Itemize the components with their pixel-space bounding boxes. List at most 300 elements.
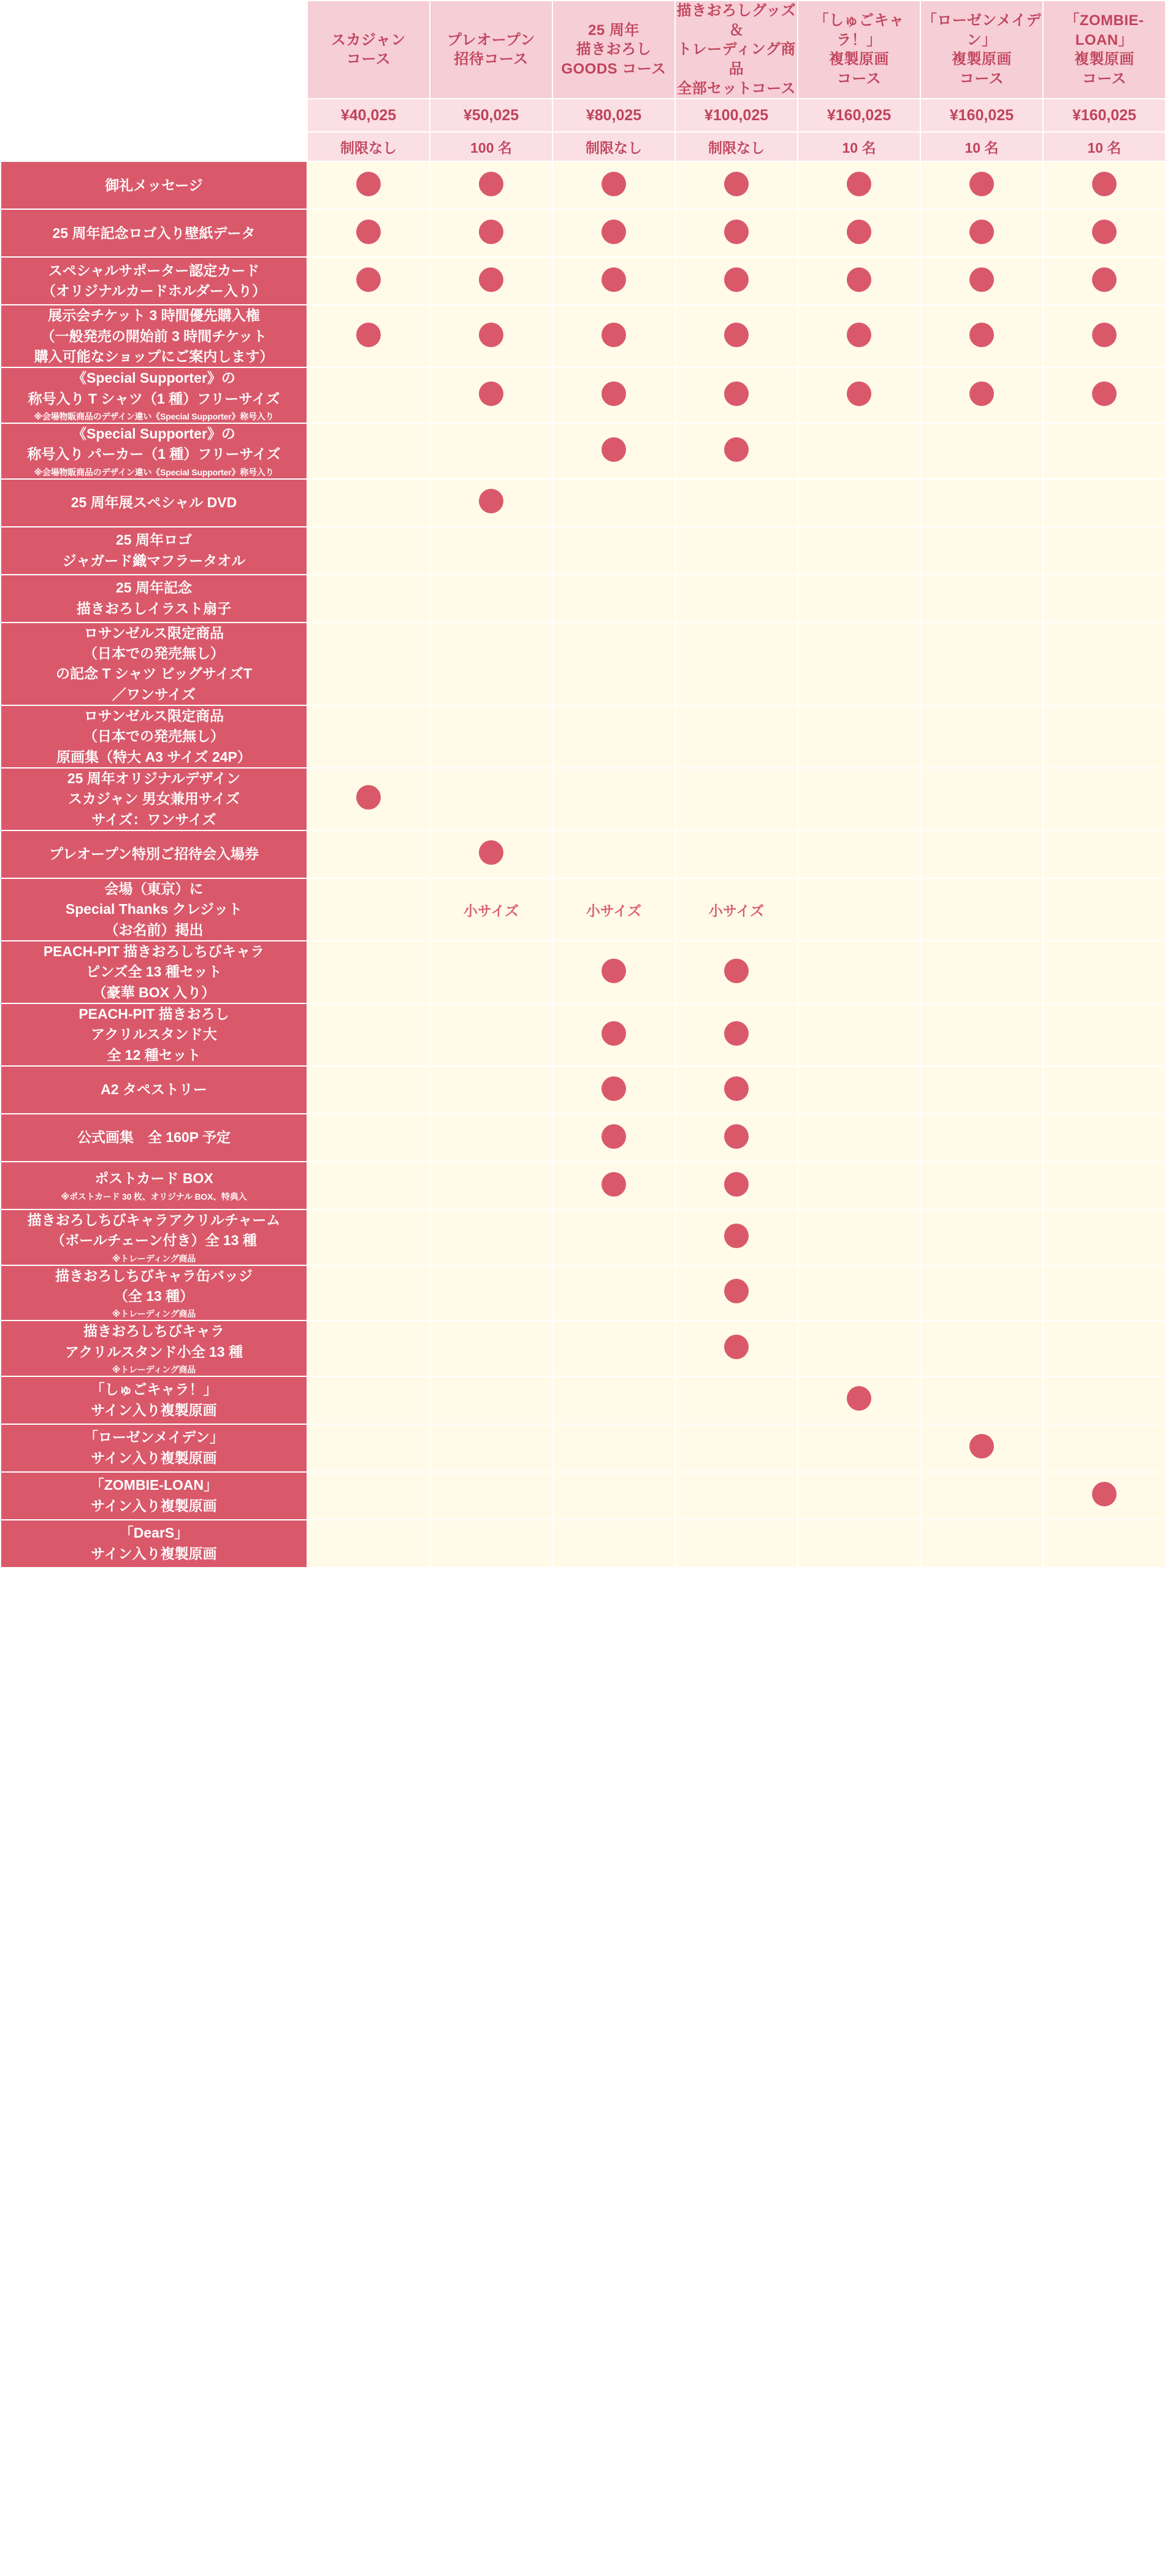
empty-cell	[430, 1003, 552, 1066]
empty-cell	[430, 623, 552, 705]
circle-icon	[1092, 172, 1117, 196]
empty-cell	[307, 479, 430, 527]
reward-label-note: ※トレーディング商品	[112, 1253, 196, 1263]
reward-label-text: PEACH-PIT 描きおろしちびキャラ ピンズ全 13 種セット （豪華 BOX 入り）	[43, 943, 265, 1000]
circle-icon	[479, 489, 503, 513]
empty-cell	[552, 1520, 675, 1568]
included-cell	[675, 209, 798, 257]
included-cell	[675, 257, 798, 305]
plan-price-row	[1, 99, 1165, 132]
empty-cell	[307, 423, 430, 479]
circle-icon	[1092, 323, 1117, 347]
empty-cell	[675, 1376, 798, 1424]
empty-cell	[1043, 1114, 1165, 1162]
included-cell	[307, 768, 430, 830]
included-cell	[430, 830, 552, 878]
plan-header-price: ¥160,025	[798, 99, 920, 132]
empty-cell	[307, 575, 430, 623]
empty-cell	[675, 527, 798, 575]
circle-icon	[602, 959, 626, 983]
empty-cell	[798, 479, 920, 527]
circle-icon	[969, 381, 994, 406]
included-cell	[552, 1114, 675, 1162]
reward-label	[1, 705, 307, 768]
reward-label	[1, 1321, 307, 1376]
empty-cell	[920, 1114, 1043, 1162]
included-cell	[675, 161, 798, 209]
circle-icon	[479, 323, 503, 347]
empty-cell	[307, 1162, 430, 1209]
empty-cell	[798, 623, 920, 705]
included-cell	[552, 367, 675, 423]
plan-header-limit: 制限なし	[675, 132, 798, 161]
empty-cell	[920, 1520, 1043, 1568]
circle-icon	[724, 323, 749, 347]
empty-cell	[1043, 941, 1165, 1003]
value-cell	[675, 878, 798, 941]
circle-icon	[479, 172, 503, 196]
reward-label-text: ポストカード BOX	[94, 1170, 213, 1187]
reward-label	[1, 1472, 307, 1520]
table-row	[1, 479, 1165, 527]
empty-cell	[675, 830, 798, 878]
circle-icon	[847, 323, 871, 347]
reward-label-note: ※会場物販商品のデザイン違い《Special Supporter》称号入り	[34, 467, 274, 477]
reward-label	[1, 209, 307, 257]
empty-cell	[1043, 527, 1165, 575]
empty-cell	[1043, 768, 1165, 830]
empty-cell	[920, 575, 1043, 623]
empty-cell	[675, 479, 798, 527]
table-row	[1, 257, 1165, 305]
reward-label-text: 展示会チケット 3 時間優先購入権 （一般発売の開始前 3 時間チケット 購入可能なショップにご案内します）	[34, 307, 274, 365]
reward-label	[1, 1520, 307, 1568]
included-cell	[552, 257, 675, 305]
included-cell	[430, 479, 552, 527]
included-cell	[1043, 257, 1165, 305]
reward-label-text: 公式画集 全 160P 予定	[77, 1129, 231, 1146]
empty-cell	[552, 623, 675, 705]
empty-cell	[798, 830, 920, 878]
empty-cell	[1043, 479, 1165, 527]
included-cell	[1043, 161, 1165, 209]
reward-label	[1, 1066, 307, 1114]
empty-cell	[675, 1424, 798, 1472]
included-cell	[430, 209, 552, 257]
circle-icon	[969, 1434, 994, 1459]
empty-cell	[675, 705, 798, 768]
included-cell	[675, 423, 798, 479]
table-row	[1, 1520, 1165, 1568]
empty-cell	[675, 575, 798, 623]
circle-icon	[847, 1386, 871, 1411]
empty-cell	[552, 1376, 675, 1424]
empty-cell	[1043, 878, 1165, 941]
empty-cell	[920, 623, 1043, 705]
reward-label-text: 25 周年記念ロゴ入り壁紙データ	[52, 224, 256, 241]
included-cell	[920, 161, 1043, 209]
circle-icon	[479, 220, 503, 244]
included-cell	[920, 209, 1043, 257]
included-cell	[1043, 1472, 1165, 1520]
included-cell	[430, 367, 552, 423]
empty-cell	[430, 1520, 552, 1568]
empty-cell	[675, 768, 798, 830]
table-row	[1, 161, 1165, 209]
included-cell	[920, 305, 1043, 367]
circle-icon	[724, 437, 749, 462]
table-row	[1, 209, 1165, 257]
circle-icon	[356, 267, 381, 292]
empty-cell	[430, 941, 552, 1003]
empty-cell	[552, 527, 675, 575]
circle-icon	[356, 323, 381, 347]
table-row	[1, 1265, 1165, 1321]
empty-cell	[552, 768, 675, 830]
reward-label	[1, 423, 307, 479]
empty-cell	[920, 1162, 1043, 1209]
included-cell	[1043, 367, 1165, 423]
empty-cell	[798, 1424, 920, 1472]
empty-cell	[307, 623, 430, 705]
circle-icon	[602, 267, 626, 292]
empty-cell	[552, 479, 675, 527]
empty-cell	[552, 1209, 675, 1265]
table-row	[1, 1376, 1165, 1424]
circle-icon	[1092, 220, 1117, 244]
plan-header-price: ¥50,025	[430, 99, 552, 132]
empty-cell	[798, 1003, 920, 1066]
circle-icon	[724, 1124, 749, 1149]
empty-cell	[430, 1321, 552, 1376]
plan-header-limit: 制限なし	[307, 132, 430, 161]
empty-cell	[430, 1265, 552, 1321]
empty-cell	[798, 1321, 920, 1376]
circle-icon	[602, 220, 626, 244]
reward-label-text: 25 周年オリジナルデザイン スカジャン 男女兼用サイズ サイズ：ワンサイズ	[67, 770, 241, 827]
empty-cell	[920, 527, 1043, 575]
empty-cell	[920, 1003, 1043, 1066]
reward-label	[1, 479, 307, 527]
empty-cell	[798, 1520, 920, 1568]
circle-icon	[602, 437, 626, 462]
reward-label	[1, 1209, 307, 1265]
circle-icon	[847, 381, 871, 406]
included-cell	[430, 257, 552, 305]
table-header	[1, 1, 1165, 161]
empty-cell	[430, 1376, 552, 1424]
included-cell	[798, 305, 920, 367]
included-cell	[675, 1066, 798, 1114]
empty-cell	[920, 479, 1043, 527]
included-cell	[675, 1003, 798, 1066]
circle-icon	[602, 1021, 626, 1046]
circle-icon	[724, 1335, 749, 1359]
empty-cell	[307, 1321, 430, 1376]
reward-label	[1, 367, 307, 423]
table-row	[1, 878, 1165, 941]
circle-icon	[724, 1279, 749, 1303]
empty-cell	[307, 941, 430, 1003]
reward-label	[1, 1114, 307, 1162]
reward-label-note: ※ポストカード 30 枚、オリジナル BOX、特典入	[61, 1191, 247, 1202]
reward-label-text: 描きおろしちびキャラ アクリルスタンド小全 13 種	[65, 1323, 243, 1360]
included-cell	[675, 941, 798, 1003]
circle-icon	[724, 1021, 749, 1046]
included-cell	[552, 1003, 675, 1066]
empty-cell	[798, 941, 920, 1003]
circle-icon	[356, 220, 381, 244]
circle-icon	[969, 220, 994, 244]
plan-header-price: ¥80,025	[552, 99, 675, 132]
empty-cell	[1043, 1265, 1165, 1321]
reward-label-text: 「ローゼンメイデン」 サイン入り複製原画	[84, 1429, 224, 1466]
empty-cell	[307, 1520, 430, 1568]
plan-name-row	[1, 1, 1165, 99]
circle-icon	[969, 267, 994, 292]
circle-icon	[602, 1172, 626, 1197]
empty-cell	[920, 830, 1043, 878]
reward-label-text: 25 周年記念 描きおろしイラスト扇子	[76, 580, 232, 616]
empty-cell	[430, 1066, 552, 1114]
included-cell	[675, 1321, 798, 1376]
reward-label	[1, 1162, 307, 1209]
empty-cell	[307, 527, 430, 575]
included-cell	[307, 305, 430, 367]
empty-cell	[552, 1321, 675, 1376]
table-row	[1, 1321, 1165, 1376]
circle-icon	[356, 785, 381, 810]
reward-label	[1, 878, 307, 941]
empty-cell	[920, 1472, 1043, 1520]
included-cell	[798, 257, 920, 305]
table-row	[1, 941, 1165, 1003]
circle-icon	[479, 267, 503, 292]
empty-cell	[430, 527, 552, 575]
empty-cell	[307, 705, 430, 768]
reward-label	[1, 305, 307, 367]
plan-header-price: ¥40,025	[307, 99, 430, 132]
reward-label	[1, 830, 307, 878]
table-row	[1, 575, 1165, 623]
included-cell	[675, 305, 798, 367]
included-cell	[552, 305, 675, 367]
included-cell	[307, 161, 430, 209]
reward-label	[1, 1424, 307, 1472]
included-cell	[1043, 305, 1165, 367]
reward-label-note: ※トレーディング商品	[112, 1364, 196, 1374]
empty-cell	[798, 1472, 920, 1520]
empty-cell	[920, 1265, 1043, 1321]
cell-value-text: 小サイズ	[708, 902, 765, 919]
reward-label-text: 25 周年ロゴ ジャガード織マフラータオル	[62, 532, 246, 569]
circle-icon	[602, 1076, 626, 1101]
included-cell	[920, 1424, 1043, 1472]
included-cell	[1043, 209, 1165, 257]
included-cell	[798, 161, 920, 209]
empty-cell	[798, 1066, 920, 1114]
included-cell	[430, 161, 552, 209]
empty-cell	[675, 1520, 798, 1568]
included-cell	[675, 367, 798, 423]
corner-blank-cell	[1, 132, 307, 161]
reward-label	[1, 623, 307, 705]
empty-cell	[1043, 1424, 1165, 1472]
included-cell	[798, 1376, 920, 1424]
circle-icon	[847, 172, 871, 196]
empty-cell	[552, 1424, 675, 1472]
reward-label-text: ロサンゼルス限定商品 （日本での発売無し） 原画集（特大 A3 サイズ 24P）	[56, 707, 251, 765]
table-row	[1, 768, 1165, 830]
plan-limit-row	[1, 132, 1165, 161]
included-cell	[552, 161, 675, 209]
empty-cell	[798, 1209, 920, 1265]
empty-cell	[552, 1472, 675, 1520]
circle-icon	[356, 172, 381, 196]
circle-icon	[724, 381, 749, 406]
table-row	[1, 1472, 1165, 1520]
reward-label-text: 描きおろしちびキャラアクリルチャーム （ボールチェーン付き）全 13 種	[27, 1212, 281, 1249]
plan-header-name: スカジャン コース	[307, 1, 430, 99]
plan-header-name: 描きおろしグッズ＆ トレーディング商品 全部セットコース	[675, 1, 798, 99]
empty-cell	[307, 1114, 430, 1162]
included-cell	[675, 1162, 798, 1209]
empty-cell	[307, 878, 430, 941]
included-cell	[675, 1209, 798, 1265]
empty-cell	[307, 1376, 430, 1424]
empty-cell	[1043, 1066, 1165, 1114]
table-row	[1, 423, 1165, 479]
included-cell	[552, 1066, 675, 1114]
table-row	[1, 1066, 1165, 1114]
included-cell	[552, 1162, 675, 1209]
circle-icon	[1092, 381, 1117, 406]
empty-cell	[920, 1376, 1043, 1424]
empty-cell	[798, 423, 920, 479]
empty-cell	[920, 878, 1043, 941]
circle-icon	[724, 1172, 749, 1197]
circle-icon	[1092, 267, 1117, 292]
empty-cell	[552, 575, 675, 623]
reward-label	[1, 257, 307, 305]
circle-icon	[724, 267, 749, 292]
empty-cell	[1043, 1162, 1165, 1209]
corner-blank-cell	[1, 1, 307, 99]
plan-header-price: ¥160,025	[920, 99, 1043, 132]
circle-icon	[602, 1124, 626, 1149]
empty-cell	[1043, 1209, 1165, 1265]
empty-cell	[307, 1424, 430, 1472]
plan-header-limit: 10 名	[920, 132, 1043, 161]
reward-label-text: 25 周年展スペシャル DVD	[71, 494, 237, 510]
table-row	[1, 1114, 1165, 1162]
plan-header-limit: 制限なし	[552, 132, 675, 161]
reward-label	[1, 941, 307, 1003]
included-cell	[552, 209, 675, 257]
table-body	[1, 161, 1165, 1567]
empty-cell	[430, 575, 552, 623]
table-row	[1, 830, 1165, 878]
circle-icon	[724, 1076, 749, 1101]
empty-cell	[920, 768, 1043, 830]
reward-label	[1, 768, 307, 830]
cell-value-text: 小サイズ	[586, 902, 642, 919]
empty-cell	[552, 705, 675, 768]
table-row	[1, 527, 1165, 575]
plan-header-limit: 10 名	[798, 132, 920, 161]
empty-cell	[1043, 705, 1165, 768]
table-row	[1, 1003, 1165, 1066]
value-cell	[430, 878, 552, 941]
empty-cell	[1043, 1376, 1165, 1424]
empty-cell	[307, 1066, 430, 1114]
plan-header-limit: 100 名	[430, 132, 552, 161]
table-row	[1, 1209, 1165, 1265]
circle-icon	[479, 840, 503, 865]
circle-icon	[602, 323, 626, 347]
empty-cell	[798, 878, 920, 941]
empty-cell	[430, 1472, 552, 1520]
circle-icon	[724, 959, 749, 983]
reward-label-text: ロサンゼルス限定商品 （日本での発売無し） の記念 T シャツ ビッグサイズT ／ワンサイズ	[55, 624, 253, 702]
included-cell	[307, 209, 430, 257]
empty-cell	[798, 768, 920, 830]
reward-label	[1, 1265, 307, 1321]
circle-icon	[847, 267, 871, 292]
empty-cell	[430, 1209, 552, 1265]
reward-label-text: 《Special Supporter》の 称号入り T シャツ（1 種）フリーサイズ	[28, 370, 280, 407]
included-cell	[675, 1265, 798, 1321]
reward-label	[1, 575, 307, 623]
plan-header-name: 「しゅごキャラ！」 複製原画 コース	[798, 1, 920, 99]
empty-cell	[430, 768, 552, 830]
plan-header-name: 「ZOMBIE-LOAN」 複製原画 コース	[1043, 1, 1165, 99]
circle-icon	[1092, 1482, 1117, 1506]
empty-cell	[1043, 623, 1165, 705]
empty-cell	[430, 705, 552, 768]
empty-cell	[552, 1265, 675, 1321]
reward-label-text: 描きおろしちびキャラ缶バッジ （全 13 種）	[55, 1267, 253, 1304]
circle-icon	[479, 381, 503, 406]
reward-label	[1, 161, 307, 209]
included-cell	[920, 257, 1043, 305]
included-cell	[552, 941, 675, 1003]
reward-label-text: 「しゅごキャラ！」 サイン入り複製原画	[90, 1381, 218, 1418]
circle-icon	[724, 1224, 749, 1248]
empty-cell	[430, 423, 552, 479]
empty-cell	[430, 1424, 552, 1472]
empty-cell	[920, 705, 1043, 768]
table-row	[1, 1162, 1165, 1209]
circle-icon	[969, 323, 994, 347]
plan-header-price: ¥100,025	[675, 99, 798, 132]
reward-label-text: 御礼メッセージ	[105, 177, 203, 193]
empty-cell	[307, 830, 430, 878]
empty-cell	[920, 1209, 1043, 1265]
circle-icon	[847, 220, 871, 244]
empty-cell	[1043, 1520, 1165, 1568]
reward-label-text: A2 タペストリー	[101, 1081, 207, 1098]
reward-label-text: スペシャルサポーター認定カード （オリジナルカードホルダー入り）	[42, 263, 266, 299]
empty-cell	[307, 1003, 430, 1066]
reward-label-text: PEACH-PIT 描きおろし アクリルスタンド大 全 12 種セット	[78, 1006, 229, 1063]
included-cell	[920, 367, 1043, 423]
empty-cell	[798, 575, 920, 623]
empty-cell	[798, 1162, 920, 1209]
empty-cell	[430, 1114, 552, 1162]
plan-header-limit: 10 名	[1043, 132, 1165, 161]
reward-label	[1, 527, 307, 575]
